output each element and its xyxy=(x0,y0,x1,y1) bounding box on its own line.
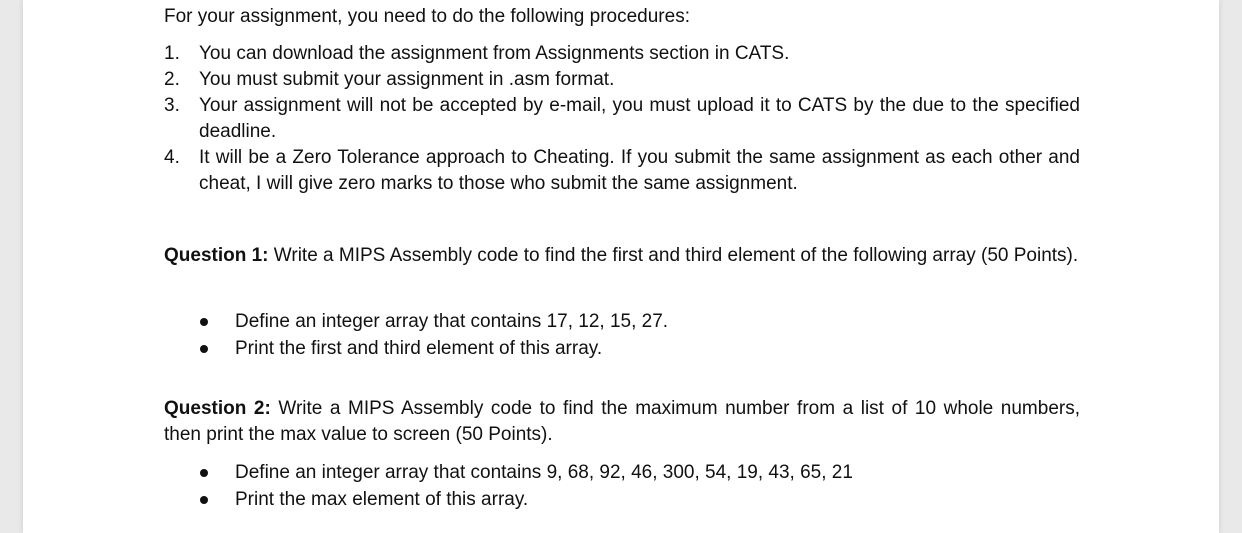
question-2 xyxy=(164,396,1080,448)
question-1-label: Question 1: xyxy=(164,245,269,266)
procedure-item xyxy=(164,145,1080,197)
question-2-bullets xyxy=(164,459,1080,513)
bullet-icon xyxy=(200,496,208,504)
bullet-text: Define an integer array that contains 17, 12, 15, 27. xyxy=(235,311,669,332)
procedure-number: 2. xyxy=(164,69,180,90)
bullet-icon xyxy=(200,469,208,477)
bullet-text: Print the first and third element of this array. xyxy=(235,338,603,359)
document-page xyxy=(23,0,1219,533)
intro-text: For your assignment, you need to do the following procedures: xyxy=(164,6,690,27)
bullet-text: Print the max element of this array. xyxy=(235,489,529,510)
procedure-number: 1. xyxy=(164,43,180,64)
procedure-text: It will be a Zero Tolerance approach to Cheating. If you submit the same assignment as each other and cheat, I will give zero marks to those who submit the same assignment. xyxy=(199,147,1080,194)
question-1-bullets xyxy=(164,308,1080,362)
question-2-label: Question 2: xyxy=(164,398,271,419)
procedure-number: 4. xyxy=(164,147,180,168)
bullet-item xyxy=(164,459,1080,486)
procedure-number: 3. xyxy=(164,95,180,116)
procedure-text: Your assignment will not be accepted by e-mail, you must upload it to CATS by the due to the specified deadline. xyxy=(199,95,1080,142)
bullet-text: Define an integer array that contains 9, 68, 92, 46, 300, 54, 19, 43, 65, 21 xyxy=(235,462,853,483)
bullet-item xyxy=(164,486,1080,513)
bullet-icon xyxy=(200,318,208,326)
question-2-text: Write a MIPS Assembly code to find the maximum number from a list of 10 whole numbers, then print the max value to screen (50 Points). xyxy=(164,398,1081,445)
bullet-item xyxy=(164,308,1080,335)
procedure-text: You must submit your assignment in .asm format. xyxy=(199,69,615,90)
bullet-icon xyxy=(200,345,208,353)
procedure-list xyxy=(164,41,1080,197)
question-1-text: Write a MIPS Assembly code to find the first and third element of the following array (50 Points). xyxy=(268,245,1079,266)
procedure-item xyxy=(164,93,1080,145)
bullet-item xyxy=(164,335,1080,362)
procedure-text: You can download the assignment from Assignments section in CATS. xyxy=(199,43,790,64)
question-1 xyxy=(164,243,1080,269)
procedure-item xyxy=(164,67,1080,93)
procedure-item xyxy=(164,41,1080,67)
